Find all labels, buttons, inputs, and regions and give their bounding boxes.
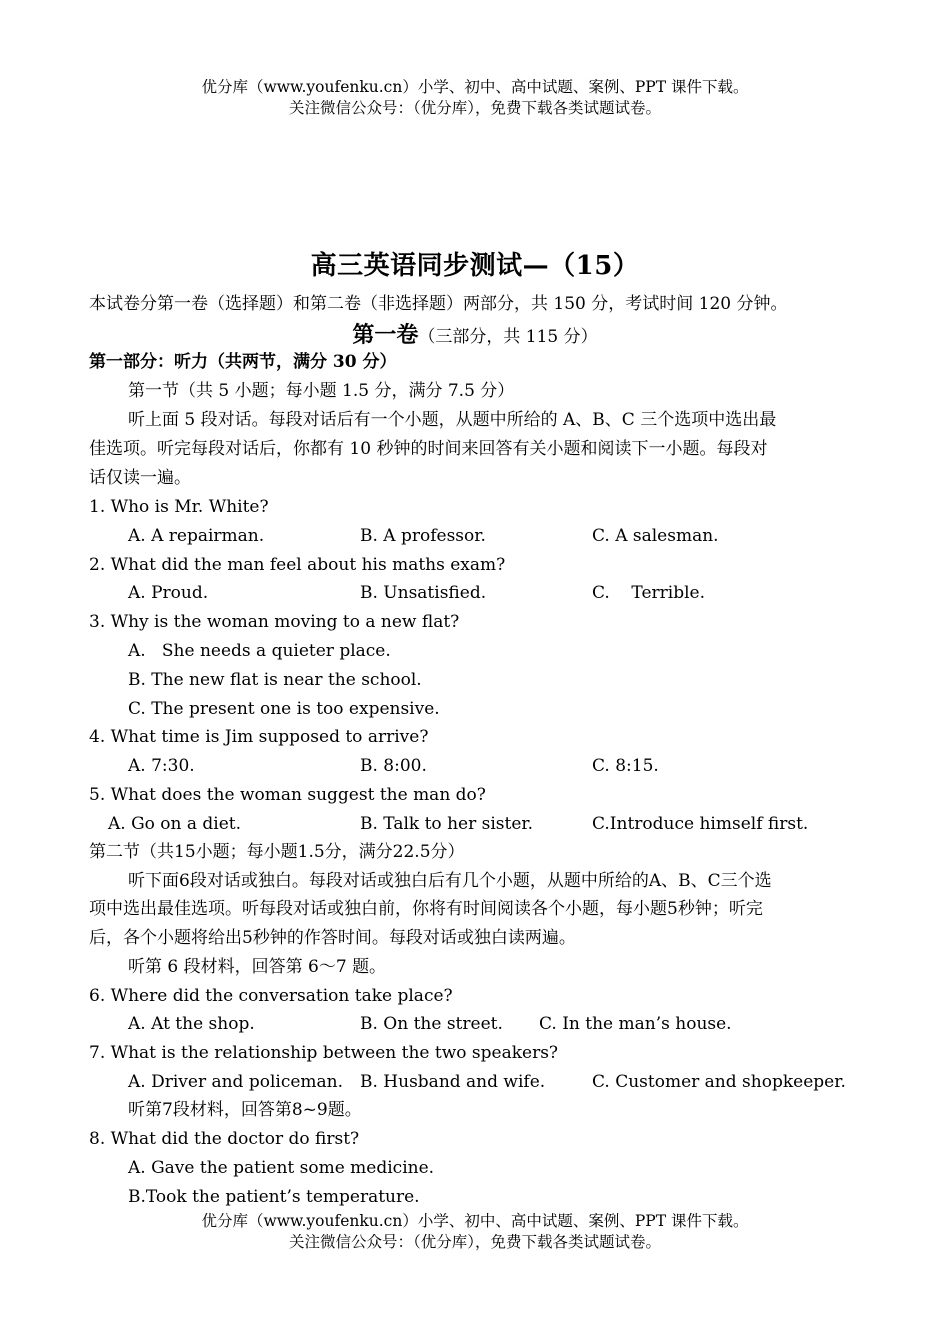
question-4-option-c: C. 8:15.: [592, 756, 659, 776]
question-8-option-b: B.Took the patient’s temperature.: [128, 1187, 420, 1207]
section-1-instruction: 听上面 5 段对话。每段对话后有一个小题，从题中所给的 A、B、C 三个选项中选出最: [128, 410, 777, 430]
question-1-stem: 1. Who is Mr. White?: [89, 497, 269, 517]
header-line-2: 关注微信公众号：（优分库），免费下载各类试题试卷。: [288, 99, 661, 117]
question-3-option-a: A. She needs a quieter place.: [128, 641, 391, 661]
question-4-option-b: B. 8:00.: [360, 756, 427, 776]
question-1-option-a: A. A repairman.: [128, 526, 265, 546]
question-7-stem: 7. What is the relationship between the two speakers?: [89, 1043, 559, 1063]
exam-intro: 本试卷分第一卷（选择题）和第二卷（非选择题）两部分，共 150 分，考试时间 120 分钟。: [89, 294, 788, 314]
question-2-option-b: B. Unsatisfied.: [360, 583, 487, 603]
question-2-option-c: C. Terrible.: [592, 583, 705, 603]
question-1-option-c: C. A salesman.: [592, 526, 719, 546]
volume-name: 第一卷: [352, 322, 419, 348]
volume-note: （三部分，共 115 分）: [418, 327, 598, 347]
question-3-stem: 3. Why is the woman moving to a new flat?: [89, 612, 460, 632]
question-8-option-a: A. Gave the patient some medicine.: [128, 1158, 435, 1178]
question-6-stem: 6. Where did the conversation take place?: [89, 986, 453, 1006]
question-6-option-a: A. At the shop.: [128, 1014, 255, 1034]
question-7-option-c: C. Customer and shopkeeper.: [592, 1072, 846, 1092]
section-2-heading: 第二节（共15小题；每小题1.5分，满分22.5分）: [89, 842, 465, 862]
question-4-stem: 4. What time is Jim supposed to arrive?: [89, 727, 429, 747]
section-2-instruction: 项中选出最佳选项。听每段对话或独白前，你将有时间阅读各个小题，每小题5秒钟；听完: [89, 899, 763, 919]
footer-line-1: 优分库（www.youfenku.cn）小学、初中、高中试题、案例、PPT 课件下载。: [201, 1212, 749, 1230]
question-7-option-a: A. Driver and policeman.: [128, 1072, 344, 1092]
material-6-instruction: 听第 6 段材料，回答第 6～7 题。: [128, 957, 387, 977]
question-4-option-a: A. 7:30.: [128, 756, 195, 776]
section-1-instruction: 佳选项。听完每段对话后，你都有 10 秒钟的时间来回答有关小题和阅读下一小题。每段对: [89, 439, 768, 459]
question-8-stem: 8. What did the doctor do first?: [89, 1129, 360, 1149]
part-1-heading: 第一部分：听力（共两节，满分 30 分）: [89, 352, 397, 372]
header-line-1: 优分库（www.youfenku.cn）小学、初中、高中试题、案例、PPT 课件下载。: [201, 78, 749, 96]
question-5-option-a: A. Go on a diet.: [108, 814, 242, 834]
footer-line-2: 关注微信公众号：（优分库），免费下载各类试题试卷。: [288, 1233, 661, 1251]
question-6-option-c: C. In the man’s house.: [539, 1014, 732, 1034]
question-7-option-b: B. Husband and wife.: [360, 1072, 546, 1092]
question-2-option-a: A. Proud.: [128, 583, 209, 603]
question-5-option-c: C.Introduce himself first.: [592, 814, 809, 834]
question-5-stem: 5. What does the woman suggest the man do?: [89, 785, 486, 805]
section-2-instruction: 听下面6段对话或独白。每段对话或独白后有几个小题，从题中所给的A、B、C三个选: [128, 871, 772, 891]
question-6-option-b: B. On the street.: [360, 1014, 503, 1034]
question-5-option-b: B. Talk to her sister.: [360, 814, 534, 834]
question-2-stem: 2. What did the man feel about his maths exam?: [89, 555, 506, 575]
material-7-instruction: 听第7段材料，回答第8~9题。: [128, 1100, 362, 1120]
question-3-option-b: B. The new flat is near the school.: [128, 670, 422, 690]
section-2-instruction: 后，各个小题将给出5秒钟的作答时间。每段对话或独白读两遍。: [89, 928, 576, 948]
question-1-option-b: B. A professor.: [360, 526, 486, 546]
question-3-option-c: C. The present one is too expensive.: [128, 699, 440, 719]
volume-heading: [0, 318, 950, 349]
page-title: 高三英语同步测试—（15）: [310, 251, 640, 281]
section-1-instruction: 话仅读一遍。: [89, 468, 191, 488]
section-1-heading: 第一节（共 5 小题；每小题 1.5 分，满分 7.5 分）: [128, 381, 515, 401]
